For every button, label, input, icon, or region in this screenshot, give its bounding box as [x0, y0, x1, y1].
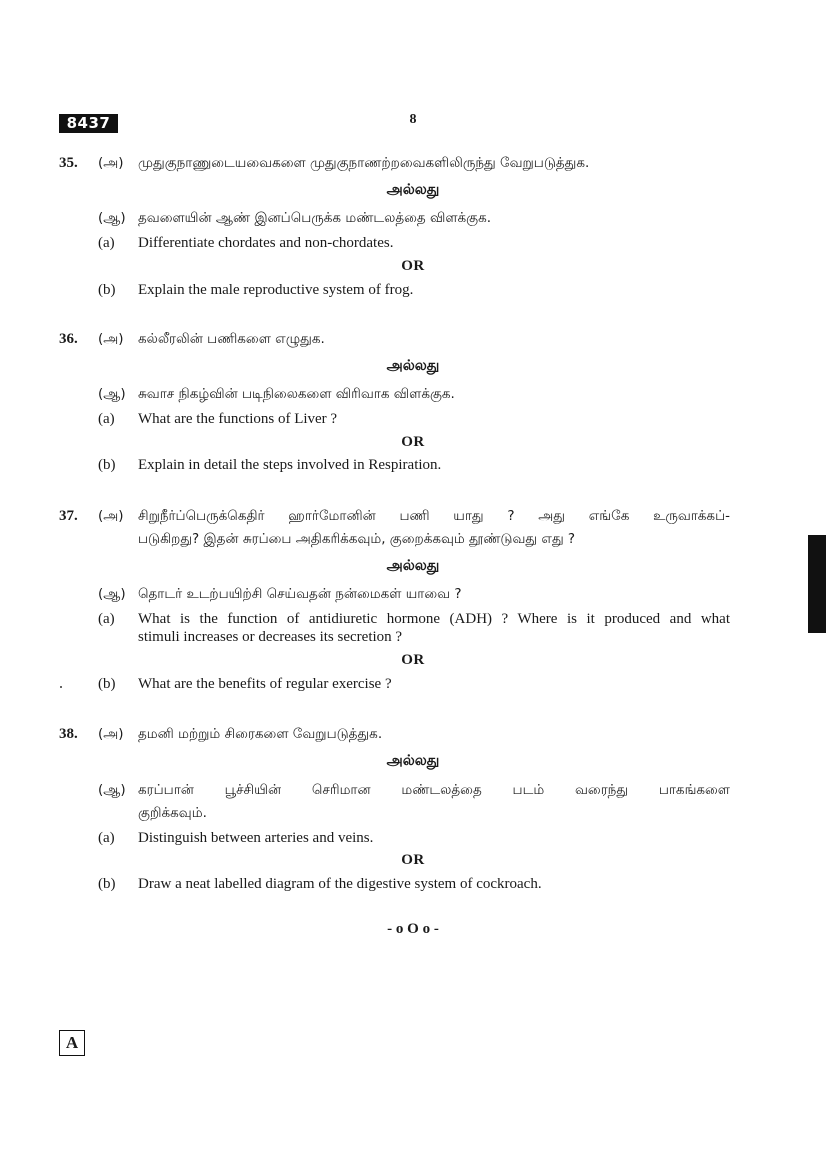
stray-mark	[60, 686, 62, 688]
tamil-or-separator: அல்லது	[386, 753, 440, 769]
english-or-separator: OR	[401, 258, 425, 274]
end-of-paper-mark: - o O o -	[387, 921, 439, 937]
english-option-b-marker: (b)	[98, 676, 116, 692]
tamil-option-a: முதுகுநாணுடையவைகளை முதுகுநாணற்றவைகளிலிருந்து வேறுபடுத்துக.	[138, 155, 590, 171]
tamil-option-a: தமனி மற்றும் சிரைகளை வேறுபடுத்துக.	[138, 726, 383, 742]
english-option-b: Explain the male reproductive system of frog.	[138, 282, 414, 298]
english-option-a-marker: (a)	[98, 411, 115, 427]
tamil-option-a-marker: (அ)	[98, 726, 124, 742]
tamil-option-b: தொடர் உடற்பயிற்சி செய்வதன் நன்மைகள் யாவை ?	[138, 586, 462, 602]
tamil-option-b-marker: (ஆ)	[98, 586, 126, 602]
question-number: 36.	[59, 331, 78, 347]
tamil-option-b-line-1: கரப்பான் பூச்சியின் செரிமான மண்டலத்தை படம் வரைந்து பாகங்களை	[138, 782, 730, 798]
english-option-a-marker: (a)	[98, 235, 115, 251]
tamil-option-b-marker: (ஆ)	[98, 782, 126, 798]
tamil-option-b: தவளையின் ஆண் இனப்பெருக்க மண்டலத்தை விளக்குக.	[138, 210, 492, 226]
english-option-a-marker: (a)	[98, 830, 115, 846]
question-number: 35.	[59, 155, 78, 171]
tamil-option-b: சுவாச நிகழ்வின் படிநிலைகளை விரிவாக விளக்குக.	[138, 386, 455, 402]
english-option-a: What are the functions of Liver ?	[138, 411, 338, 427]
question-number: 38.	[59, 726, 78, 742]
english-or-separator: OR	[401, 434, 425, 450]
english-option-b: Explain in detail the steps involved in Respiration.	[138, 457, 442, 473]
english-option-a: Differentiate chordates and non-chordates.	[138, 235, 394, 251]
english-or-separator: OR	[401, 852, 425, 868]
version-box: A	[59, 1030, 85, 1056]
tamil-or-separator: அல்லது	[386, 358, 440, 374]
tamil-option-a-line-2: படுகிறது? இதன் சுரப்பை அதிகரிக்கவும், குறைக்கவும் தூண்டுவது எது ?	[138, 531, 576, 547]
tamil-or-separator: அல்லது	[386, 182, 440, 198]
english-option-a-line-2: stimuli increases or decreases its secretion ?	[138, 629, 403, 645]
english-option-a-marker: (a)	[98, 611, 115, 627]
english-option-b-marker: (b)	[98, 282, 116, 298]
tamil-option-b-line-2: குறிக்கவும்.	[138, 805, 207, 821]
question-number: 37.	[59, 508, 78, 524]
paper-code-badge: 8437	[59, 114, 118, 133]
tamil-option-b-marker: (ஆ)	[98, 386, 126, 402]
tamil-option-b-marker: (ஆ)	[98, 210, 126, 226]
tamil-option-a-marker: (அ)	[98, 331, 124, 347]
page-edge-tab	[808, 535, 826, 633]
english-option-a-line-1: What is the function of antidiuretic hormone (ADH) ? Where is it produced and what	[138, 611, 730, 627]
english-option-a: Distinguish between arteries and veins.	[138, 830, 374, 846]
page-number: 8	[409, 112, 417, 127]
english-option-b: Draw a neat labelled diagram of the digestive system of cockroach.	[138, 876, 542, 892]
english-option-b-marker: (b)	[98, 457, 116, 473]
tamil-option-a: கல்லீரலின் பணிகளை எழுதுக.	[138, 331, 325, 347]
english-option-b-marker: (b)	[98, 876, 116, 892]
english-option-b: What are the benefits of regular exercise ?	[138, 676, 392, 692]
tamil-option-a-marker: (அ)	[98, 155, 124, 171]
tamil-or-separator: அல்லது	[386, 558, 440, 574]
tamil-option-a-line-1: சிறுநீர்ப்பெருக்கெதிர் ஹார்மோனின் பணி யாது ? அது எங்கே உருவாக்கப்-	[138, 508, 730, 524]
tamil-option-a-marker: (அ)	[98, 508, 124, 524]
english-or-separator: OR	[401, 652, 425, 668]
